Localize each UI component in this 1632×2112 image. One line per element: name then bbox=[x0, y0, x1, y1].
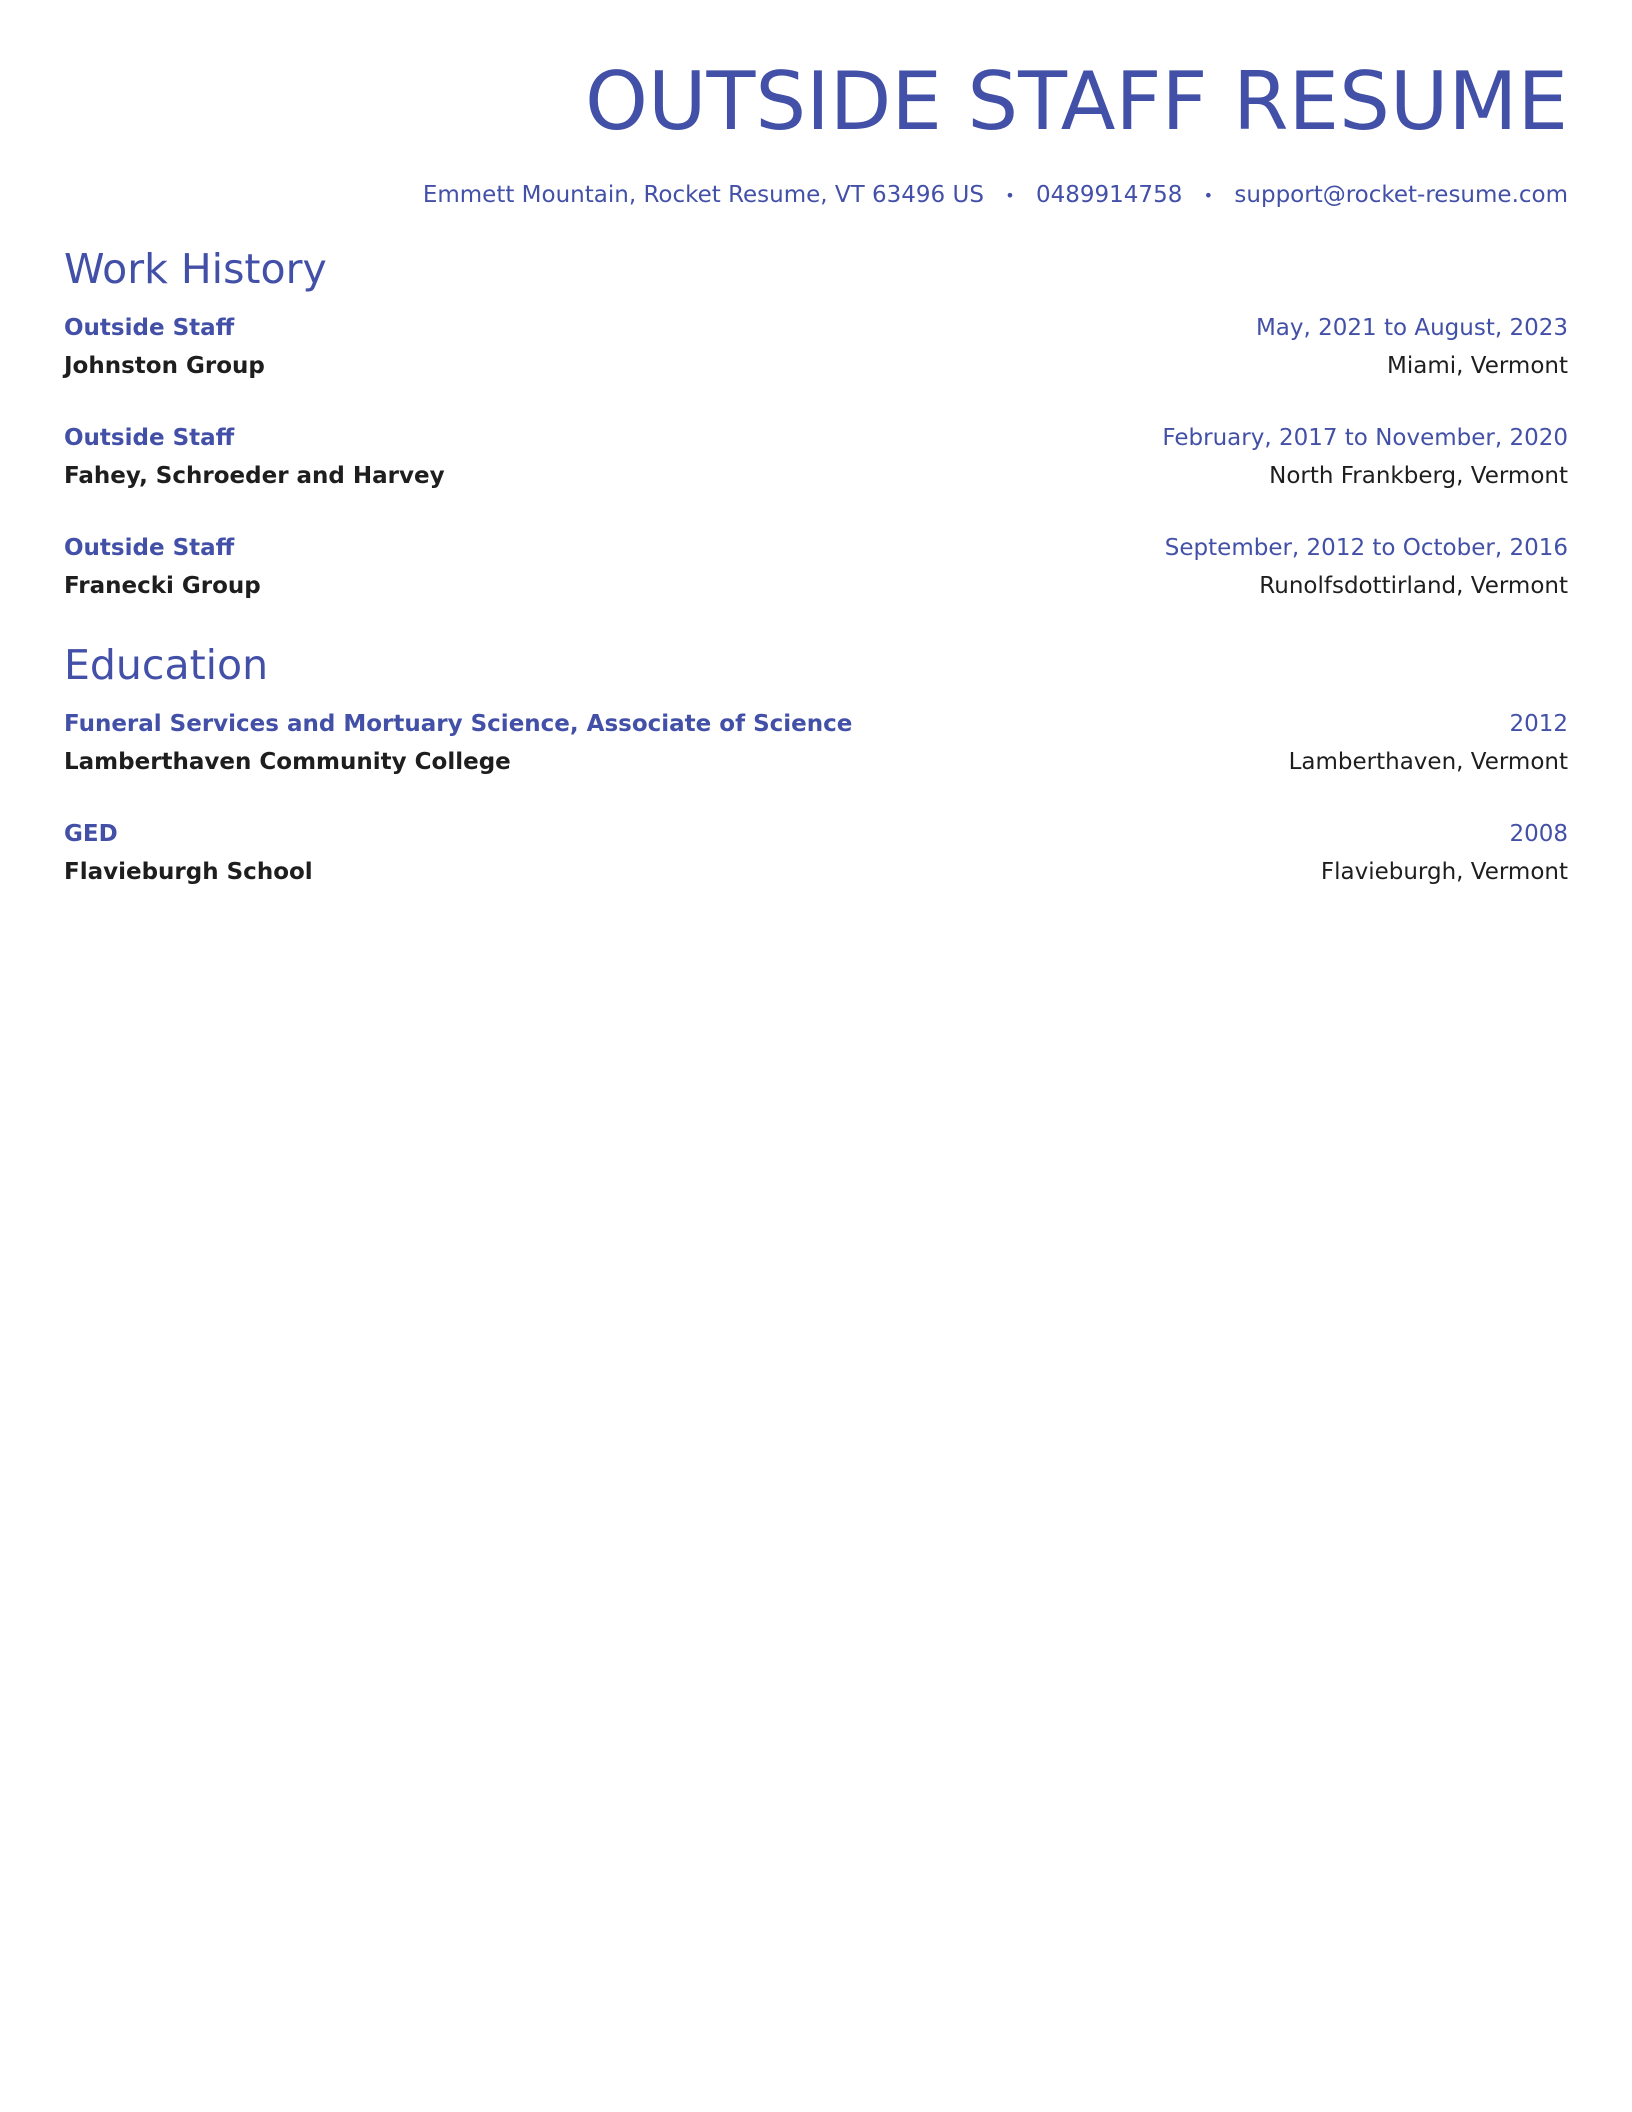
degree-name: GED bbox=[64, 820, 118, 847]
contact-separator: • bbox=[1203, 185, 1214, 205]
job-dates: February, 2017 to November, 2020 bbox=[1162, 424, 1568, 451]
school-name: Flavieburgh School bbox=[64, 858, 313, 885]
employer-name: Franecki Group bbox=[64, 572, 261, 599]
job-location: North Frankberg, Vermont bbox=[1269, 462, 1568, 489]
work-entry-bottom-row bbox=[64, 567, 1568, 605]
education-entry-top-row bbox=[64, 705, 1568, 743]
employer-name: Johnston Group bbox=[64, 352, 265, 379]
graduation-year: 2008 bbox=[1509, 820, 1568, 847]
work-entry bbox=[64, 419, 1568, 495]
work-entry-bottom-row bbox=[64, 347, 1568, 385]
job-title: Outside Staff bbox=[64, 424, 235, 451]
work-entry-top-row bbox=[64, 419, 1568, 457]
resume-header bbox=[64, 0, 1568, 211]
degree-name: Funeral Services and Mortuary Science, Associate of Science bbox=[64, 710, 853, 737]
work-entry-bottom-row bbox=[64, 457, 1568, 495]
education-entry-top-row bbox=[64, 815, 1568, 853]
contact-line bbox=[64, 180, 1568, 211]
education-section bbox=[64, 637, 1568, 891]
work-entry bbox=[64, 309, 1568, 385]
work-history-list bbox=[64, 309, 1568, 605]
education-heading: Education bbox=[64, 640, 269, 689]
school-name: Lamberthaven Community College bbox=[64, 748, 511, 775]
job-title: Outside Staff bbox=[64, 534, 235, 561]
education-entry bbox=[64, 705, 1568, 781]
work-history-heading: Work History bbox=[64, 244, 327, 293]
school-location: Flavieburgh, Vermont bbox=[1320, 858, 1568, 885]
education-entry bbox=[64, 815, 1568, 891]
work-history-section bbox=[64, 241, 1568, 605]
work-entry-top-row bbox=[64, 529, 1568, 567]
contact-separator: • bbox=[1005, 185, 1015, 205]
graduation-year: 2012 bbox=[1509, 710, 1568, 737]
education-entry-bottom-row bbox=[64, 743, 1568, 781]
job-location: Miami, Vermont bbox=[1387, 352, 1568, 379]
job-dates: May, 2021 to August, 2023 bbox=[1255, 314, 1568, 341]
education-list bbox=[64, 705, 1568, 891]
job-dates: September, 2012 to October, 2016 bbox=[1164, 534, 1568, 561]
education-entry-bottom-row bbox=[64, 853, 1568, 891]
work-entry bbox=[64, 529, 1568, 605]
contact-address: Emmett Mountain, Rocket Resume, VT 63496 US bbox=[422, 182, 984, 208]
school-location: Lamberthaven, Vermont bbox=[1288, 748, 1568, 775]
job-location: Runolfsdottirland, Vermont bbox=[1259, 572, 1568, 599]
contact-phone: 0489914758 bbox=[1036, 182, 1183, 208]
work-entry-top-row bbox=[64, 309, 1568, 347]
contact-email: support@rocket-resume.com bbox=[1234, 182, 1568, 208]
job-title: Outside Staff bbox=[64, 314, 235, 341]
employer-name: Fahey, Schroeder and Harvey bbox=[64, 462, 445, 489]
resume-title: OUTSIDE STAFF RESUME bbox=[584, 55, 1568, 148]
